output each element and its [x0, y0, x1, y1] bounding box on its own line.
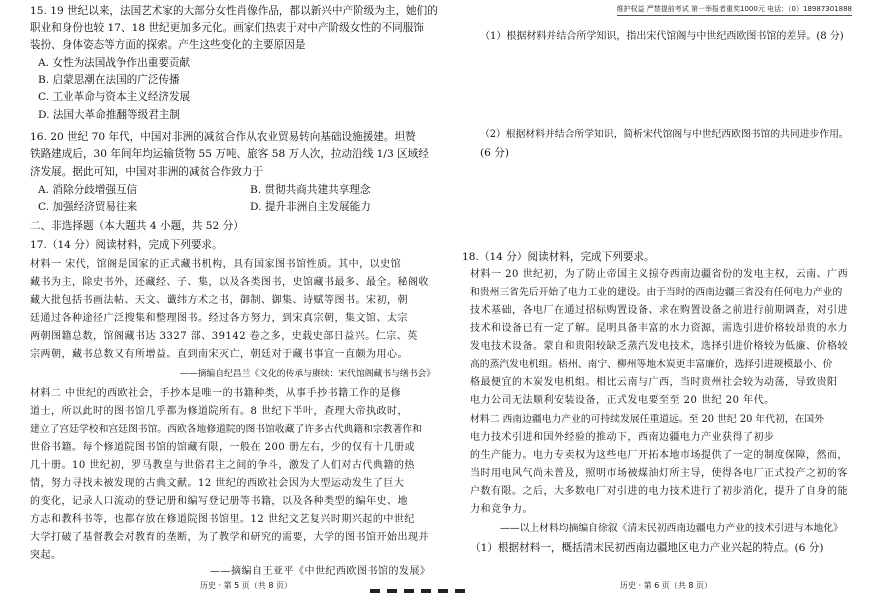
footer-page-5: 历史 · 第 5 页（共 8 页） [200, 581, 292, 590]
q16-option-c: C. 加强经济贸易往来 [38, 201, 138, 213]
q17-m1-line2: 藏书为主，除史书外，还藏经、子、集，以及各类图书，史馆藏书最多、最全。秘阁收 [30, 277, 429, 288]
q18-m1-line7: 格最便宜的木炭发电机组。相比云南与广西，当时贵州社会较为动荡，导致贵阳 [470, 377, 838, 388]
q17-sub1: （1）根据材料并结合所学知识，指出宋代馆阁与中世纪西欧图书馆的差异。(8 分) [480, 31, 844, 42]
q18-m1-line1: 材料一 20 世纪初，为了防止帝国主义掠夺西南边疆省份的发电主权，云南、广西 [470, 269, 849, 280]
q17-m2-line4: 世俗书籍。每个修道院图书馆的馆藏有限，一般在 200 册左右，少的仅有十几册或 [30, 442, 415, 453]
q16-option-b: B. 贯彻共商共建共享理念 [250, 184, 371, 196]
footer-page-6: 历史 · 第 6 页（共 8 页） [620, 581, 712, 590]
q18-m2-line6: 力和竞争力。 [470, 504, 533, 515]
q18-m2-line4: 当时用电风气尚未普及，照明市场被煤油灯所主导，使得各电厂正式投产之初的客 [470, 468, 848, 479]
q17-m1-line5: 两朝图籍总数，馆阁藏书达 3327 部、39142 卷之多，史载史部日益兴。仁宗、英 [30, 331, 418, 342]
q17-title: 17.（14 分）阅读材料，完成下列要求。 [30, 239, 223, 251]
q18-m2-line5: 户数有限。之后，大多数电厂对引进的电力技术进行了初步消化，提升了自身的能 [470, 486, 848, 497]
q17-m1-line4: 廷通过各种途径广泛搜集和整理图书。经过各方努力，到宋真宗朝，集文馆、太宗 [30, 313, 408, 324]
q17-m1-line1: 材料一 宋代，馆阁是国家的正式藏书机构，具有国家图书馆性质。其中，以史馆 [30, 259, 402, 270]
q18-m1-line2: 和贵州三省先后开始了电力工业的建设。由于当时的西南边疆三省没有任何电力产业的 [470, 287, 843, 298]
q17-m2-line7: 的变化，记录人口流动的登记册和编写登记册等书籍，以及各种类型的编年史、地 [30, 496, 408, 507]
q15-option-c: C. 工业革命与资本主义经济发展 [38, 91, 191, 103]
q15-line1: 15. 19 世纪以来，法国艺术家的大部分女性肖像作品，都以新兴中产阶级为主，她们的 [30, 5, 438, 17]
q16-option-a: A. 消除分歧增强互信 [38, 184, 138, 196]
q16-option-d: D. 提升非洲自主发展能力 [250, 201, 371, 213]
q15-line3: 装扮、身体姿态等方面的探索。产生这些变化的主要原因是 [30, 39, 306, 51]
q15-option-b: B. 启蒙思潮在法国的广泛传播 [38, 74, 180, 86]
q18-m1-line3: 技术基础，各电厂在通过招标购置设备、求在购置设备之前进行前期调查，对引进 [470, 305, 848, 316]
page-header: 维护权益 严禁提前考试 第一举报者重奖1000元 电话：（0）18987301888 [617, 4, 852, 16]
registration-marks [370, 578, 472, 597]
q17-m1-source: ——摘编自纪昌兰《文化的传承与赓续：宋代馆阁藏书与缮书会》 [180, 369, 436, 379]
q18-m1-line4: 技术和设备已有一定了解。昆明具备丰富的水力资源，需选引进价格较昂贵的水力 [470, 323, 848, 334]
q17-sub2-line2: (6 分) [480, 147, 509, 159]
q18-m1-line8: 电力公司无法顺利安装设备，正式发电要至至 20 世纪 20 年代。 [470, 395, 775, 406]
q18-m1-line5: 发电技术设备。蒙自和贵阳较缺乏蒸汽发电技术，选择引进价格较为低廉、价格较 [470, 341, 848, 352]
q17-m2-line9: 大学打破了基督教会对教育的垄断，为了教学和研究的需要，大学的图书馆开始出现并 [30, 532, 429, 543]
q16-line3: 济发展。据此可知，中国对非洲的减贫合作致力于 [30, 166, 264, 178]
q18-sub1: （1）根据材料一，概括清末民初西南边疆地区电力产业兴起的特点。(6 分) [470, 542, 824, 554]
q18-m2-line2: 电力技术引进和国外经验的推动下，西南边疆电力产业获得了初步 [470, 432, 775, 443]
q17-m2-line10: 突起。 [30, 550, 62, 561]
q17-m1-line3: 藏大批包括书画法帖、天文、谶纬方术之书，御制、御集、诗赋等图书。宋初，朝 [30, 295, 408, 306]
q17-sub2-line1: （2）根据材料并结合所学知识，简析宋代馆阁与中世纪西欧图书馆的共同进步作用。 [480, 129, 849, 140]
q15-line2: 职业和身份也较 17、18 世纪更加多元化。画家们热衷于对中产阶级女性的不同服饰 [30, 22, 424, 34]
q18-title: 18.（14 分）阅读材料，完成下列要求。 [462, 251, 655, 263]
q18-source: ——以上材料均摘编自徐叙《清末民初西南边疆电力产业的技术引进与本地化》 [500, 523, 843, 534]
q17-m2-line6: 情，努力寻找未被发现的古典文献。12 世纪的西欧社会因为大型运动发生了巨大 [30, 478, 405, 489]
q17-m2-line8: 方志和教科书等，也都存放在修道院图书馆里。12 世纪文艺复兴时期兴起的中世纪 [30, 514, 415, 525]
q17-m1-line6: 宗两朝，藏书总数又有所增益。直到南宋灭亡，朝廷对于藏书事宜一直颇为用心。 [30, 349, 408, 360]
q17-m2-source: ——摘编自王亚平《中世纪西欧图书馆的发展》 [210, 566, 431, 577]
q17-m2-line5: 几十册。10 世纪初，罗马教皇与世俗君主之间的争斗，激发了人们对古代典籍的热 [30, 460, 415, 471]
q17-m2-line3: 建立了宫廷学校和宫廷图书馆。西欧各地修道院的图书馆收藏了许多古代典籍和宗教著作和 [30, 424, 422, 435]
q15-option-a: A. 女性为法国战争作出重要贡献 [38, 57, 191, 69]
q16-line1: 16. 20 世纪 70 年代，中国对非洲的减贫合作从农业贸易转向基础设施援建。坦赞 [30, 131, 416, 143]
q18-m1-line6: 高的蒸汽发电机组。梧州、南宁、柳州等地木炭更丰富廉价，选择引进规模最小、价 [470, 359, 833, 370]
q17-m2-line1: 材料二 中世纪的西欧社会，手抄本是唯一的书籍种类，从事手抄书籍工作的是修 [30, 388, 402, 399]
section-heading: 二、非选择题（本大题共 4 小题，共 52 分） [30, 220, 244, 232]
q16-line2: 铁路建成后，30 年间年均运输货物 55 万吨、旅客 58 万人次，拉动沿线 1/3 区域经 [30, 148, 429, 160]
q18-m2-line3: 的生产能力。电力专卖权为这些电厂开拓本地市场提供了一定的制度保障，然而， [470, 450, 848, 461]
q18-m2-line1: 材料二 西南边疆电力产业的可持续发展任重道远。至 20 世纪 20 年代初，在国外 [470, 414, 825, 425]
q17-m2-line2: 道士，所以此时的图书馆几乎都为修道院所有。8 世纪下半叶，查理大帝执政时， [30, 406, 409, 417]
q15-option-d: D. 法国大革命推翻等级君主制 [38, 109, 180, 121]
